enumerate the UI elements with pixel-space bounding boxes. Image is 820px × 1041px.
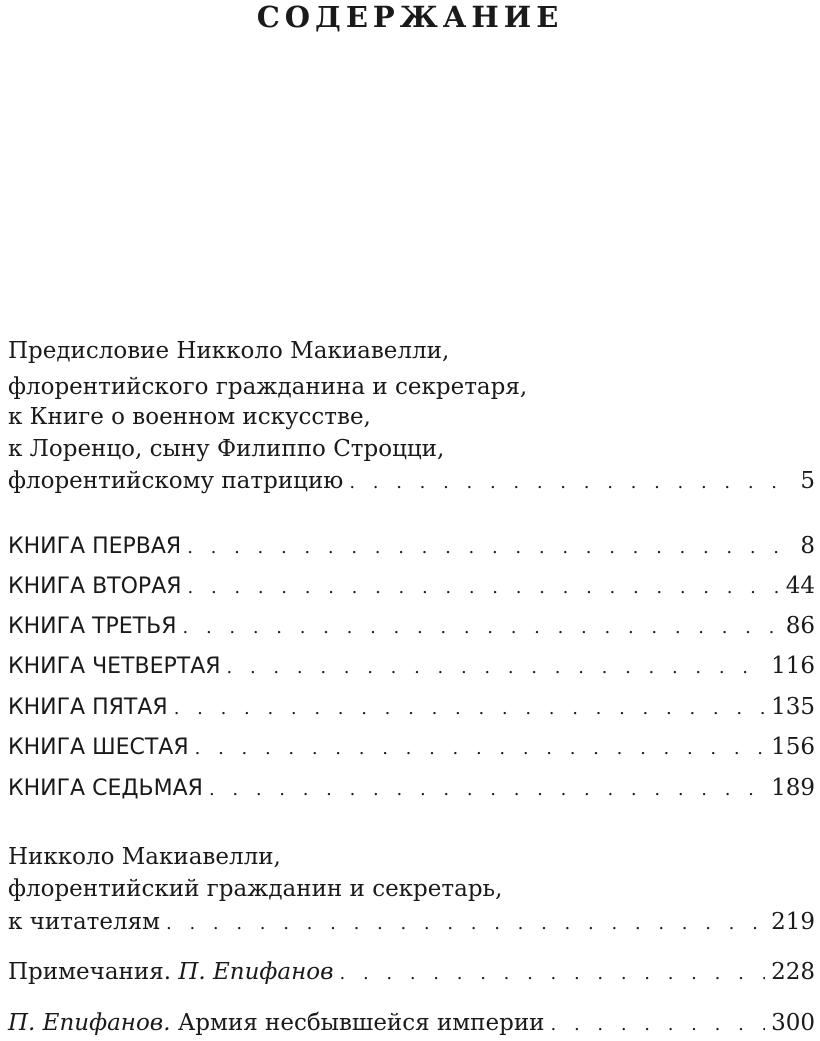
- entry-label: КНИГА СЕДЬМАЯ: [8, 776, 203, 801]
- page-number: 228: [771, 959, 815, 985]
- notes-label: Примечания.: [8, 959, 172, 985]
- dot-leader: [183, 613, 780, 643]
- entry-label: КНИГА ШЕСТАЯ: [8, 735, 189, 760]
- page-number: 300: [771, 1010, 815, 1036]
- page-number: 156: [771, 734, 815, 760]
- dot-leader: [195, 734, 765, 764]
- entry-label: КНИГА ЧЕТВЕРТАЯ: [8, 654, 221, 679]
- toc-entry-address[interactable]: [8, 907, 815, 937]
- dot-leader: [227, 653, 766, 683]
- entry-label: [8, 957, 334, 987]
- page-number: 8: [800, 533, 815, 559]
- toc-entry-book-5[interactable]: [8, 692, 815, 722]
- toc-entry-book-2[interactable]: [8, 571, 815, 601]
- toc-entry-book-1[interactable]: [8, 531, 815, 561]
- entry-label: к читателям: [8, 909, 161, 935]
- essay-author: П. Епифанов.: [8, 1010, 171, 1036]
- page-number: 5: [800, 468, 815, 494]
- page-number: 44: [785, 573, 815, 599]
- preface-line-3: к Книге о военном искусстве,: [8, 404, 371, 430]
- dot-leader: [166, 909, 765, 939]
- essay-label: Армия несбывшейся империи: [177, 1010, 545, 1036]
- entry-label: КНИГА ВТОРАЯ: [8, 574, 182, 599]
- page-number: 135: [771, 694, 815, 720]
- notes-author: П. Епифанов: [178, 959, 334, 985]
- address-line-1: Никколо Макиавелли,: [8, 844, 281, 870]
- dot-leader: [188, 573, 780, 603]
- dot-leader: [349, 468, 794, 498]
- entry-label: КНИГА ПЕРВАЯ: [8, 534, 182, 559]
- toc-entry-book-6[interactable]: [8, 732, 815, 762]
- preface-line-1: Предисловие Никколо Макиавелли,: [8, 338, 450, 364]
- page-number: 189: [771, 775, 815, 801]
- address-line-2: флорентийский гражданин и секретарь,: [8, 876, 503, 902]
- page-number: 116: [771, 653, 815, 679]
- dot-leader: [174, 694, 765, 724]
- page-number: 219: [771, 909, 815, 935]
- dot-leader: [551, 1010, 766, 1040]
- dot-leader: [340, 959, 766, 989]
- page-title: СОДЕРЖАНИЕ: [256, 0, 564, 34]
- entry-label: флорентийскому патрицию: [8, 468, 344, 494]
- toc-entry-book-7[interactable]: [8, 773, 815, 803]
- toc-entry-notes[interactable]: [8, 957, 815, 987]
- toc-entry-book-4[interactable]: [8, 651, 815, 681]
- entry-label: КНИГА ТРЕТЬЯ: [8, 614, 177, 639]
- toc-entry-preface[interactable]: [8, 466, 815, 496]
- entry-label: КНИГА ПЯТАЯ: [8, 695, 168, 720]
- page-number: 86: [785, 613, 815, 639]
- toc-entry-book-3[interactable]: [8, 611, 815, 641]
- toc-entry-essay[interactable]: [8, 1008, 815, 1038]
- entry-label: [8, 1008, 545, 1038]
- preface-line-4: к Лоренцо, сыну Филиппо Строцци,: [8, 436, 445, 462]
- dot-leader: [187, 533, 794, 563]
- dot-leader: [209, 775, 765, 805]
- preface-line-2: флорентийского гражданина и секретаря,: [8, 374, 528, 400]
